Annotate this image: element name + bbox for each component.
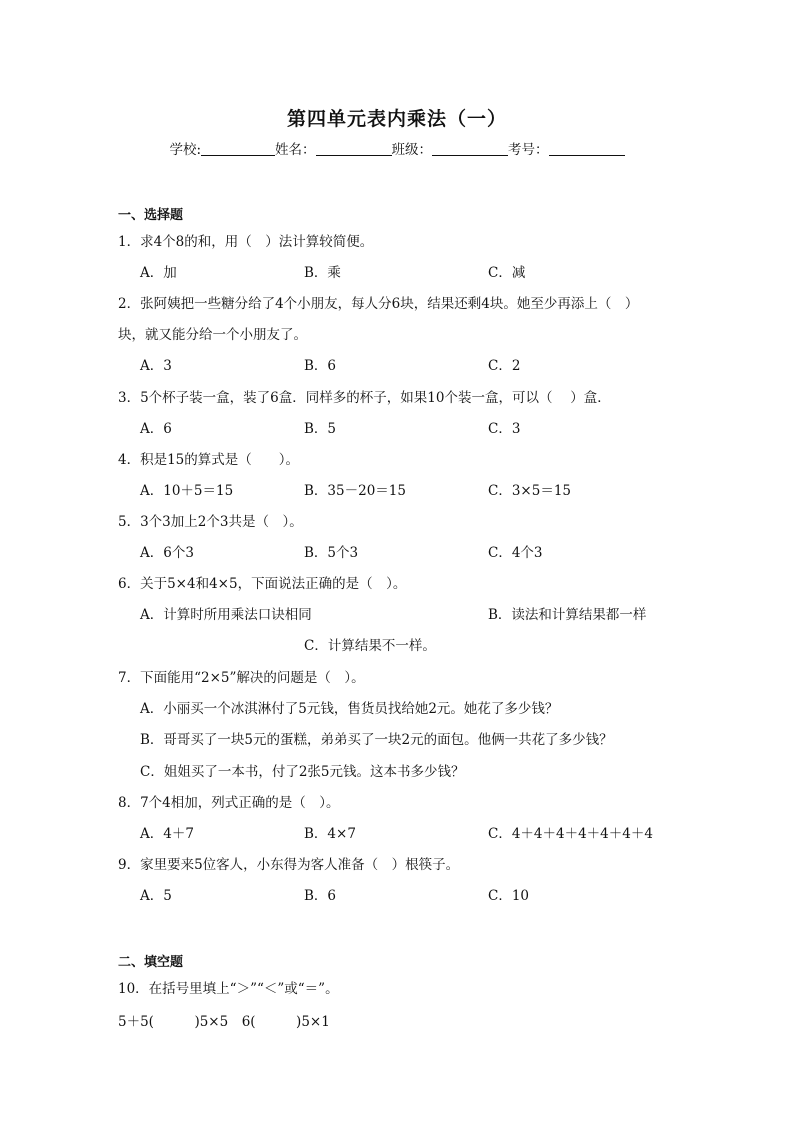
question-3: 3．5个杯子装一盒，装了6盒．同样多的杯子，如果10个装一盒，可以（ ）盒．: [118, 390, 611, 406]
question-8: 8．7个4相加，列式正确的是（ ）。: [118, 795, 340, 811]
class-blank[interactable]: [432, 141, 508, 156]
q7-option-b[interactable]: B．哥哥买了一块5元的蛋糕，弟弟买了一块2元的面包。他俩一共花了多少钱？: [140, 732, 613, 748]
question-1: 1．求4个8的和，用（ ）法计算较简便。: [118, 234, 374, 250]
student-info-line: [0, 138, 794, 158]
q5-option-a[interactable]: A．6个3: [140, 545, 194, 561]
q2-option-c[interactable]: C．2: [488, 358, 521, 374]
q1-option-b[interactable]: B．乘: [304, 265, 341, 281]
q4-option-c[interactable]: C．3×5＝15: [488, 483, 571, 499]
q6-option-a[interactable]: A．计算时所用乘法口诀相同: [140, 607, 312, 623]
question-6: 6．关于5×4和4×5，下面说法正确的是（ ）。: [118, 576, 407, 592]
q1-option-c[interactable]: C．减: [488, 265, 526, 281]
q4-option-a[interactable]: A．10＋5＝15: [140, 483, 234, 499]
school-blank[interactable]: [201, 141, 275, 156]
question-2-continued: 块，就又能分给一个小朋友了。: [118, 327, 307, 343]
q2-option-a[interactable]: A．3: [140, 358, 172, 374]
name-label: 姓名：: [275, 142, 316, 158]
exam-no-blank[interactable]: [549, 141, 625, 156]
question-7: 7．下面能用“2×5”解决的问题是（ ）。: [118, 670, 365, 686]
q8-option-a[interactable]: A．4＋7: [140, 826, 194, 842]
q9-option-b[interactable]: B．6: [304, 888, 337, 904]
q4-option-b[interactable]: B．35－20＝15: [304, 483, 406, 499]
q1-option-a[interactable]: A．加: [140, 265, 177, 281]
q3-option-b[interactable]: B．5: [304, 421, 337, 437]
question-10: 10．在括号里填上“＞”“＜”或“＝”。: [118, 981, 339, 997]
q3-option-a[interactable]: A．6: [140, 421, 172, 437]
page-title: 第四单元表内乘法（一）: [286, 108, 507, 130]
question-2: 2．张阿姨把一些糖分给了4个小朋友，每人分6块，结果还剩4块。她至少再添上（ ）: [118, 296, 639, 312]
q9-option-a[interactable]: A．5: [140, 888, 172, 904]
q3-option-c[interactable]: C．3: [488, 421, 521, 437]
school-label: 学校:: [169, 142, 202, 158]
question-4: 4．积是15的算式是（ ）。: [118, 452, 300, 468]
q6-option-b[interactable]: B．读法和计算结果都一样: [488, 607, 647, 623]
question-5: 5．3个3加上2个3共是（ ）。: [118, 514, 303, 530]
q8-option-c[interactable]: C．4＋4＋4＋4＋4＋4＋4: [488, 826, 653, 842]
q5-option-c[interactable]: C．4个3: [488, 545, 543, 561]
question-9: 9．家里要来5位客人，小东得为客人准备（ ）根筷子。: [118, 857, 460, 873]
name-blank[interactable]: [316, 141, 392, 156]
q7-option-a[interactable]: A．小丽买一个冰淇淋付了5元钱，售货员找给她2元。她花了多少钱？: [140, 701, 559, 717]
q6-option-c[interactable]: C．计算结果不一样。: [304, 638, 436, 654]
q2-option-b[interactable]: B．6: [304, 358, 337, 374]
exam-no-label: 考号：: [508, 142, 549, 158]
q9-option-c[interactable]: C．10: [488, 888, 530, 904]
section-title-fill-blank: 二、填空题: [118, 955, 184, 970]
class-label: 班级：: [391, 142, 433, 158]
q7-option-c[interactable]: C．姐姐买了一本书，付了2张5元钱。这本书多少钱？: [140, 764, 465, 780]
q8-option-b[interactable]: B．4×7: [304, 826, 356, 842]
question-10-expressions[interactable]: 5＋5( )5×5 6( )5×1: [118, 1014, 330, 1030]
q5-option-b[interactable]: B．5个3: [304, 545, 359, 561]
section-title-choice: 一、选择题: [118, 208, 184, 223]
